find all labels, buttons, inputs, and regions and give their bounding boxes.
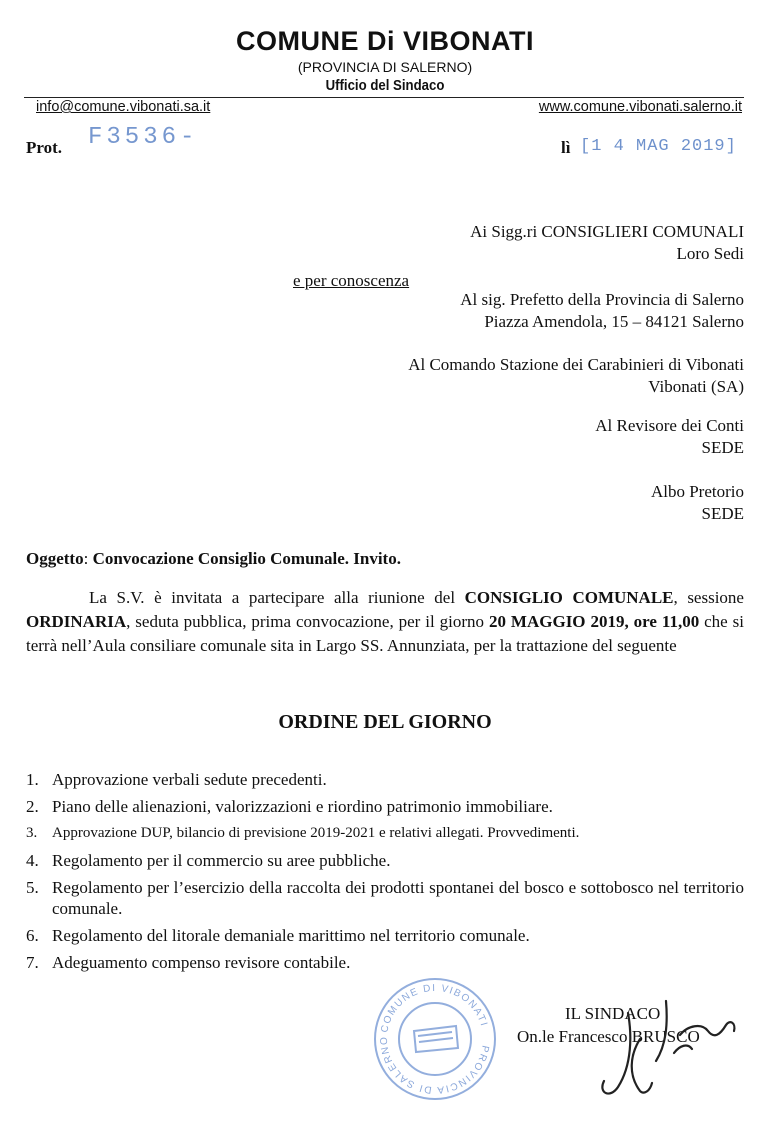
recipient-line: Albo Pretorio xyxy=(650,482,744,501)
agenda-item xyxy=(26,796,744,817)
recipient-line: SEDE xyxy=(701,504,744,523)
date-stamp: [1 4 MAG 2019] xyxy=(580,137,737,156)
recipient-line: SEDE xyxy=(701,438,744,457)
recipient-line: Al sig. Prefetto della Provincia di Salerno xyxy=(460,290,744,309)
agenda-list xyxy=(26,769,744,979)
agenda-text: Regolamento del litorale demaniale marittimo nel territorio comunale. xyxy=(52,926,530,945)
header-divider xyxy=(24,97,744,98)
municipal-seal-icon xyxy=(372,976,498,1102)
protocol-label: Prot. xyxy=(26,138,63,157)
signatory-title: IL SINDACO xyxy=(565,1004,661,1023)
agenda-item xyxy=(26,925,744,946)
body-text: , seduta pubblica, prima convocazione, per il giorno xyxy=(126,612,489,631)
website-link[interactable]: www.comune.vibonati.salerno.it xyxy=(538,99,742,115)
date-label: lì xyxy=(561,138,571,157)
body-text: La S.V. è invitata a partecipare alla riunione del xyxy=(89,588,465,607)
handwritten-signature-icon xyxy=(570,995,750,1107)
recipient-block xyxy=(651,481,744,525)
svg-text:PROVINCIA DI SALERNO xyxy=(379,1035,491,1095)
recipient-block xyxy=(460,289,744,333)
invitation-paragraph xyxy=(26,586,744,658)
signatory-name: On.le Francesco BRUSCO xyxy=(517,1027,700,1046)
body-bold: CONSIGLIO COMUNALE xyxy=(464,588,674,607)
body-text: che si terrà nell’Aula consiliare comunale sita in Largo SS. Annunziata, per la trattazione del seguente xyxy=(26,612,745,655)
protocol-number-stamp: F3536- xyxy=(88,124,199,151)
agenda-text: Approvazione DUP, bilancio di previsione 2019-2021 e relativi allegati. Provvedimenti. xyxy=(52,825,580,841)
per-conoscenza-label: e per conoscenza xyxy=(293,271,410,290)
body-bold: 20 MAGGIO 2019 xyxy=(488,612,625,631)
agenda-item xyxy=(26,877,744,919)
recipient-line: Loro Sedi xyxy=(676,244,744,263)
subject-text: Convocazione Consiglio Comunale. Invito. xyxy=(92,549,401,568)
agenda-number: 7. xyxy=(26,953,39,972)
recipient-block xyxy=(595,415,744,459)
recipient-line: Ai Sigg.ri CONSIGLIERI COMUNALI xyxy=(470,222,744,241)
seal-text: COMUNE DI VIBONATI xyxy=(379,982,490,1034)
recipient-block xyxy=(470,221,744,265)
agenda-text: Piano delle alienazioni, valorizzazioni e riordino patrimonio immobiliare. xyxy=(52,797,553,816)
agenda-text: Regolamento per il commercio su aree pubbliche. xyxy=(52,851,391,870)
agenda-text: Regolamento per l’esercizio della raccolta dei prodotti spontanei del bosco e sottobosco nel territorio comunale. xyxy=(52,878,744,918)
municipality-title: COMUNE Di VIBONATI xyxy=(236,26,534,56)
agenda-item xyxy=(26,952,744,973)
agenda-number: 6. xyxy=(26,926,39,945)
seal-text: PROVINCIA DI SALERNO xyxy=(378,1035,491,1096)
recipient-block xyxy=(408,354,744,398)
recipient-line: Al Revisore dei Conti xyxy=(595,416,744,435)
body-text: , xyxy=(624,612,634,631)
agenda-item xyxy=(26,769,744,790)
agenda-title: ORDINE DEL GIORNO xyxy=(278,711,492,733)
recipient-line: Vibonati (SA) xyxy=(648,377,744,396)
agenda-number: 2. xyxy=(26,797,39,816)
svg-text:COMUNE DI VIBONATI xyxy=(379,983,489,1034)
body-bold: ORDINARIA xyxy=(26,612,127,631)
agenda-number: 5. xyxy=(26,878,39,897)
body-bold: ore 11,00 xyxy=(633,612,700,631)
agenda-number: 1. xyxy=(26,770,39,789)
office-name: Ufficio del Sindaco xyxy=(325,77,445,94)
agenda-number: 4. xyxy=(26,851,39,870)
body-text: , sessione xyxy=(673,588,744,607)
agenda-item xyxy=(26,823,744,844)
recipient-line: Piazza Amendola, 15 – 84121 Salerno xyxy=(484,312,744,331)
agenda-text: Adeguamento compenso revisore contabile. xyxy=(52,953,351,972)
subject-line: Oggetto: Convocazione Consiglio Comunale. Invito. xyxy=(26,549,401,568)
subject-label: Oggetto xyxy=(26,549,84,568)
province-name: (PROVINCIA DI SALERNO) xyxy=(297,59,473,75)
recipient-line: Al Comando Stazione dei Carabinieri di Vibonati xyxy=(408,355,744,374)
agenda-item xyxy=(26,850,744,871)
agenda-number: 3. xyxy=(26,825,38,841)
agenda-text: Approvazione verbali sedute precedenti. xyxy=(52,770,327,789)
email-link[interactable]: info@comune.vibonati.sa.it xyxy=(36,99,211,115)
